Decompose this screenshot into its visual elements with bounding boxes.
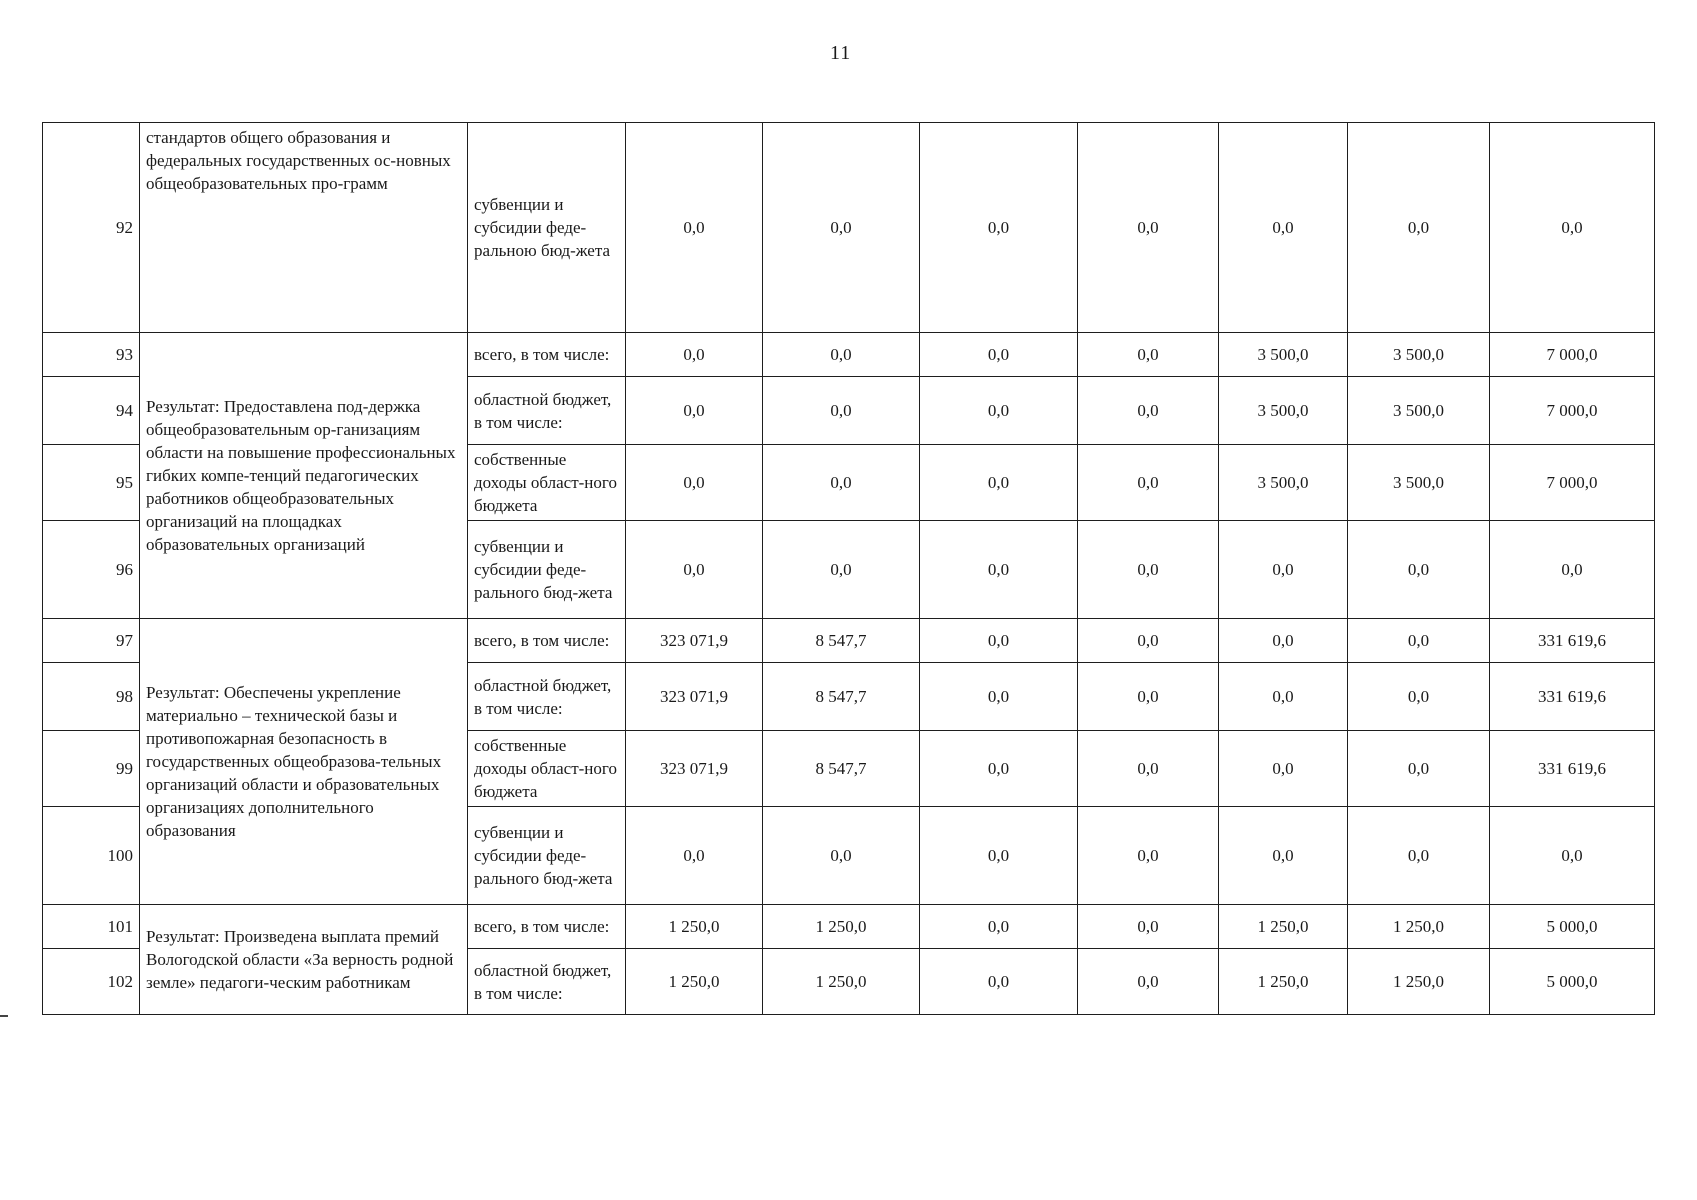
value-cell: 0,0 [1348, 663, 1490, 731]
row-number: 94 [43, 377, 140, 445]
value-cell: 0,0 [1348, 807, 1490, 905]
table-row [43, 333, 1655, 377]
value-cell: 0,0 [1078, 445, 1219, 521]
result-description: Результат: Предоставлена под-держка общеобразовательным ор-ганизациям области на повышение профессиональных гибких компе-тенций педагогических работников общеобразовательных организаций на площадках образовательных организаций [140, 333, 468, 619]
row-number: 99 [43, 731, 140, 807]
row-number: 95 [43, 445, 140, 521]
value-cell: 0,0 [626, 521, 763, 619]
value-cell: 0,0 [1078, 663, 1219, 731]
value-cell: 0,0 [920, 731, 1078, 807]
value-cell: 0,0 [920, 949, 1078, 1015]
value-cell: 0,0 [763, 445, 920, 521]
value-cell: 1 250,0 [626, 905, 763, 949]
value-cell: 0,0 [1219, 619, 1348, 663]
scan-mark [0, 1015, 8, 1017]
value-cell: 0,0 [1219, 521, 1348, 619]
value-cell: 3 500,0 [1219, 333, 1348, 377]
result-description: Результат: Произведена выплата премий Вологодской области «За верность родной земле» педагоги-ческим работникам [140, 905, 468, 1015]
table-row [43, 905, 1655, 949]
row-number: 92 [43, 123, 140, 333]
value-cell: 0,0 [763, 333, 920, 377]
funding-source: всего, в том числе: [468, 333, 626, 377]
value-cell: 0,0 [626, 807, 763, 905]
value-cell: 1 250,0 [626, 949, 763, 1015]
value-cell: 0,0 [1078, 905, 1219, 949]
funding-source: всего, в том числе: [468, 905, 626, 949]
value-cell: 323 071,9 [626, 731, 763, 807]
value-cell: 0,0 [1348, 619, 1490, 663]
value-cell: 0,0 [1078, 333, 1219, 377]
value-cell: 0,0 [1219, 807, 1348, 905]
value-cell: 0,0 [920, 333, 1078, 377]
funding-source: областной бюджет, в том числе: [468, 949, 626, 1015]
value-cell: 331 619,6 [1490, 663, 1655, 731]
value-cell: 0,0 [920, 377, 1078, 445]
value-cell: 3 500,0 [1219, 445, 1348, 521]
value-cell: 8 547,7 [763, 663, 920, 731]
value-cell: 0,0 [1078, 521, 1219, 619]
row-number: 100 [43, 807, 140, 905]
row-number: 98 [43, 663, 140, 731]
value-cell: 0,0 [1219, 663, 1348, 731]
value-cell: 0,0 [626, 333, 763, 377]
value-cell: 323 071,9 [626, 663, 763, 731]
value-cell: 5 000,0 [1490, 905, 1655, 949]
value-cell: 8 547,7 [763, 731, 920, 807]
value-cell: 0,0 [626, 123, 763, 333]
result-description: Результат: Обеспечены укрепление материально – технической базы и противопожарная безопасность в государственных общеобразова-тельных организаций области и образовательных организациях дополнительного образования [140, 619, 468, 905]
funding-source: субвенции и субсидии феде-ральною бюд-жета [468, 123, 626, 333]
value-cell: 0,0 [920, 123, 1078, 333]
value-cell: 0,0 [1490, 807, 1655, 905]
value-cell: 0,0 [1219, 123, 1348, 333]
value-cell: 0,0 [920, 663, 1078, 731]
value-cell: 3 500,0 [1348, 377, 1490, 445]
funding-source: областной бюджет, в том числе: [468, 663, 626, 731]
value-cell: 0,0 [1348, 731, 1490, 807]
value-cell: 0,0 [1348, 521, 1490, 619]
budget-table [42, 122, 1655, 1015]
funding-source: собственные доходы област-ного бюджета [468, 731, 626, 807]
value-cell: 0,0 [1078, 949, 1219, 1015]
funding-source: субвенции и субсидии феде-рального бюд-жета [468, 521, 626, 619]
value-cell: 0,0 [920, 521, 1078, 619]
value-cell: 331 619,6 [1490, 619, 1655, 663]
value-cell: 0,0 [763, 377, 920, 445]
page-number: 11 [830, 42, 852, 64]
value-cell: 3 500,0 [1348, 445, 1490, 521]
value-cell: 0,0 [763, 807, 920, 905]
row-number: 93 [43, 333, 140, 377]
value-cell: 0,0 [763, 123, 920, 333]
result-description: стандартов общего образования и федеральных государственных ос-новных общеобразовательных про-грамм [140, 123, 468, 333]
row-number: 102 [43, 949, 140, 1015]
value-cell: 0,0 [763, 521, 920, 619]
row-number: 96 [43, 521, 140, 619]
value-cell: 0,0 [626, 445, 763, 521]
value-cell: 1 250,0 [763, 949, 920, 1015]
value-cell: 7 000,0 [1490, 445, 1655, 521]
value-cell: 0,0 [1348, 123, 1490, 333]
value-cell: 1 250,0 [1348, 949, 1490, 1015]
value-cell: 0,0 [1078, 807, 1219, 905]
value-cell: 0,0 [1078, 123, 1219, 333]
value-cell: 0,0 [1078, 619, 1219, 663]
value-cell: 7 000,0 [1490, 333, 1655, 377]
value-cell: 1 250,0 [763, 905, 920, 949]
value-cell: 5 000,0 [1490, 949, 1655, 1015]
funding-source: собственные доходы област-ного бюджета [468, 445, 626, 521]
value-cell: 0,0 [920, 619, 1078, 663]
value-cell: 0,0 [1490, 123, 1655, 333]
row-number: 97 [43, 619, 140, 663]
value-cell: 3 500,0 [1219, 377, 1348, 445]
value-cell: 0,0 [920, 445, 1078, 521]
value-cell: 0,0 [1490, 521, 1655, 619]
value-cell: 1 250,0 [1348, 905, 1490, 949]
value-cell: 0,0 [920, 807, 1078, 905]
funding-source: субвенции и субсидии феде-рального бюд-жета [468, 807, 626, 905]
value-cell: 0,0 [1078, 377, 1219, 445]
value-cell: 1 250,0 [1219, 905, 1348, 949]
table-row [43, 123, 1655, 333]
value-cell: 7 000,0 [1490, 377, 1655, 445]
value-cell: 323 071,9 [626, 619, 763, 663]
value-cell: 8 547,7 [763, 619, 920, 663]
table-row [43, 619, 1655, 663]
funding-source: областной бюджет, в том числе: [468, 377, 626, 445]
value-cell: 0,0 [1219, 731, 1348, 807]
value-cell: 0,0 [1078, 731, 1219, 807]
value-cell: 3 500,0 [1348, 333, 1490, 377]
funding-source: всего, в том числе: [468, 619, 626, 663]
value-cell: 0,0 [626, 377, 763, 445]
value-cell: 331 619,6 [1490, 731, 1655, 807]
row-number: 101 [43, 905, 140, 949]
value-cell: 1 250,0 [1219, 949, 1348, 1015]
value-cell: 0,0 [920, 905, 1078, 949]
